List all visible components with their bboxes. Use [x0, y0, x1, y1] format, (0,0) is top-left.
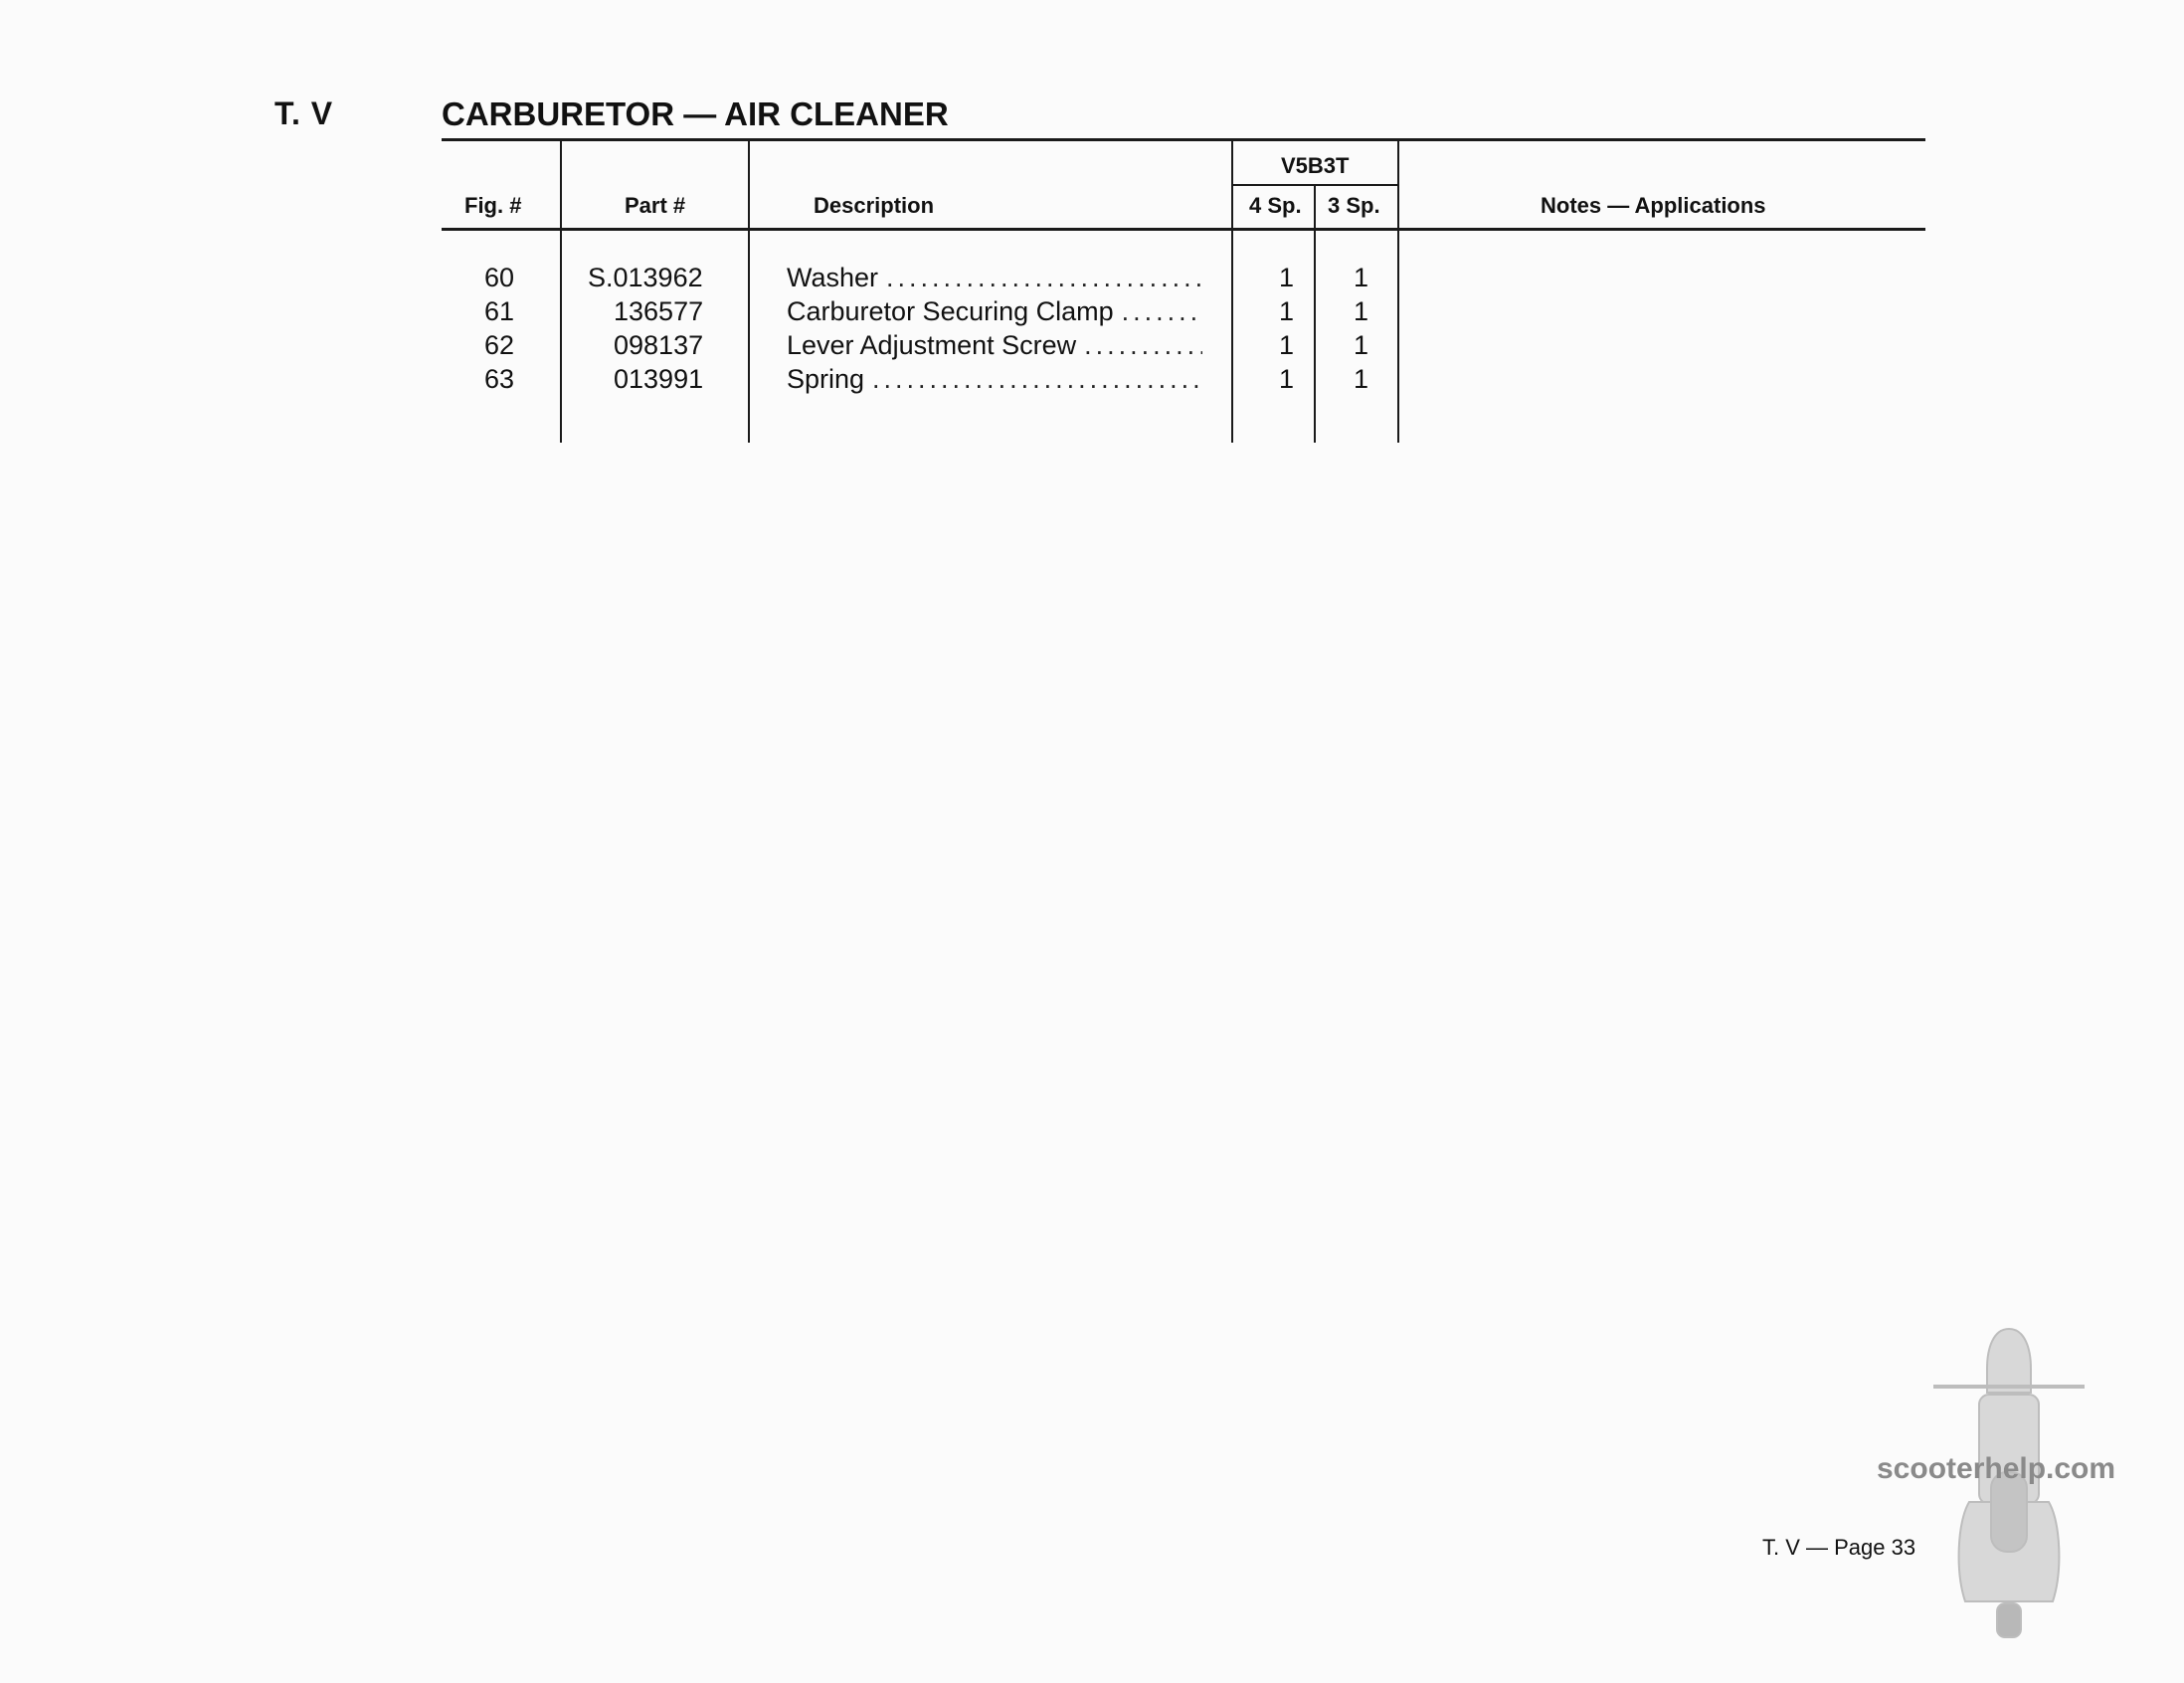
description-text: Carburetor Securing Clamp — [787, 296, 1114, 326]
header-4sp: 4 Sp. — [1249, 193, 1302, 218]
page-footer: T. V — Page 33 — [1762, 1535, 1916, 1560]
qty-3sp: 1 — [1354, 296, 1369, 326]
header-bottom-rule — [442, 228, 1925, 231]
table-top-rule — [442, 138, 1925, 141]
col-divider-part — [748, 140, 750, 443]
col-divider-fig — [560, 140, 562, 443]
fig-number: 61 — [484, 296, 515, 326]
fig-number: 63 — [484, 364, 515, 394]
header-group-model: V5B3T — [1281, 153, 1350, 178]
col-divider-desc — [1231, 140, 1233, 443]
description-cell — [787, 330, 1202, 361]
header-description: Description — [814, 193, 935, 218]
dot-leader — [1076, 330, 1202, 361]
qty-4sp: 1 — [1279, 330, 1295, 360]
dot-leader — [864, 364, 1202, 395]
fig-number: 60 — [484, 263, 515, 292]
description-text: Spring — [787, 364, 865, 394]
description-cell — [787, 263, 1202, 293]
dot-leader — [1114, 296, 1202, 327]
description-cell — [787, 364, 1202, 395]
qty-4sp: 1 — [1279, 364, 1295, 394]
col-divider-notes — [1397, 140, 1399, 443]
qty-3sp: 1 — [1354, 263, 1369, 292]
qty-3sp: 1 — [1354, 330, 1369, 360]
description-cell — [787, 296, 1202, 327]
fig-number: 62 — [484, 330, 515, 360]
part-number: 136577 — [614, 296, 704, 326]
header-notes: Notes — Applications — [1541, 193, 1766, 218]
qty-4sp: 1 — [1279, 296, 1295, 326]
description-text: Lever Adjustment Screw — [787, 330, 1077, 360]
section-label: T. V — [274, 95, 334, 131]
part-number: 098137 — [614, 330, 704, 360]
page-title: CARBURETOR — AIR CLEANER — [442, 95, 949, 132]
header-fig: Fig. # — [464, 193, 522, 218]
dot-leader — [878, 263, 1202, 293]
header-part: Part # — [625, 193, 686, 218]
qty-4sp: 1 — [1279, 263, 1295, 292]
description-text: Washer — [787, 263, 879, 292]
part-number: 013991 — [614, 364, 704, 394]
header-3sp: 3 Sp. — [1328, 193, 1380, 218]
qty-3sp: 1 — [1354, 364, 1369, 394]
col-divider-qty — [1314, 185, 1316, 443]
watermark-text: scooterhelp.com — [1877, 1452, 2116, 1485]
part-number: S.013962 — [588, 263, 703, 292]
